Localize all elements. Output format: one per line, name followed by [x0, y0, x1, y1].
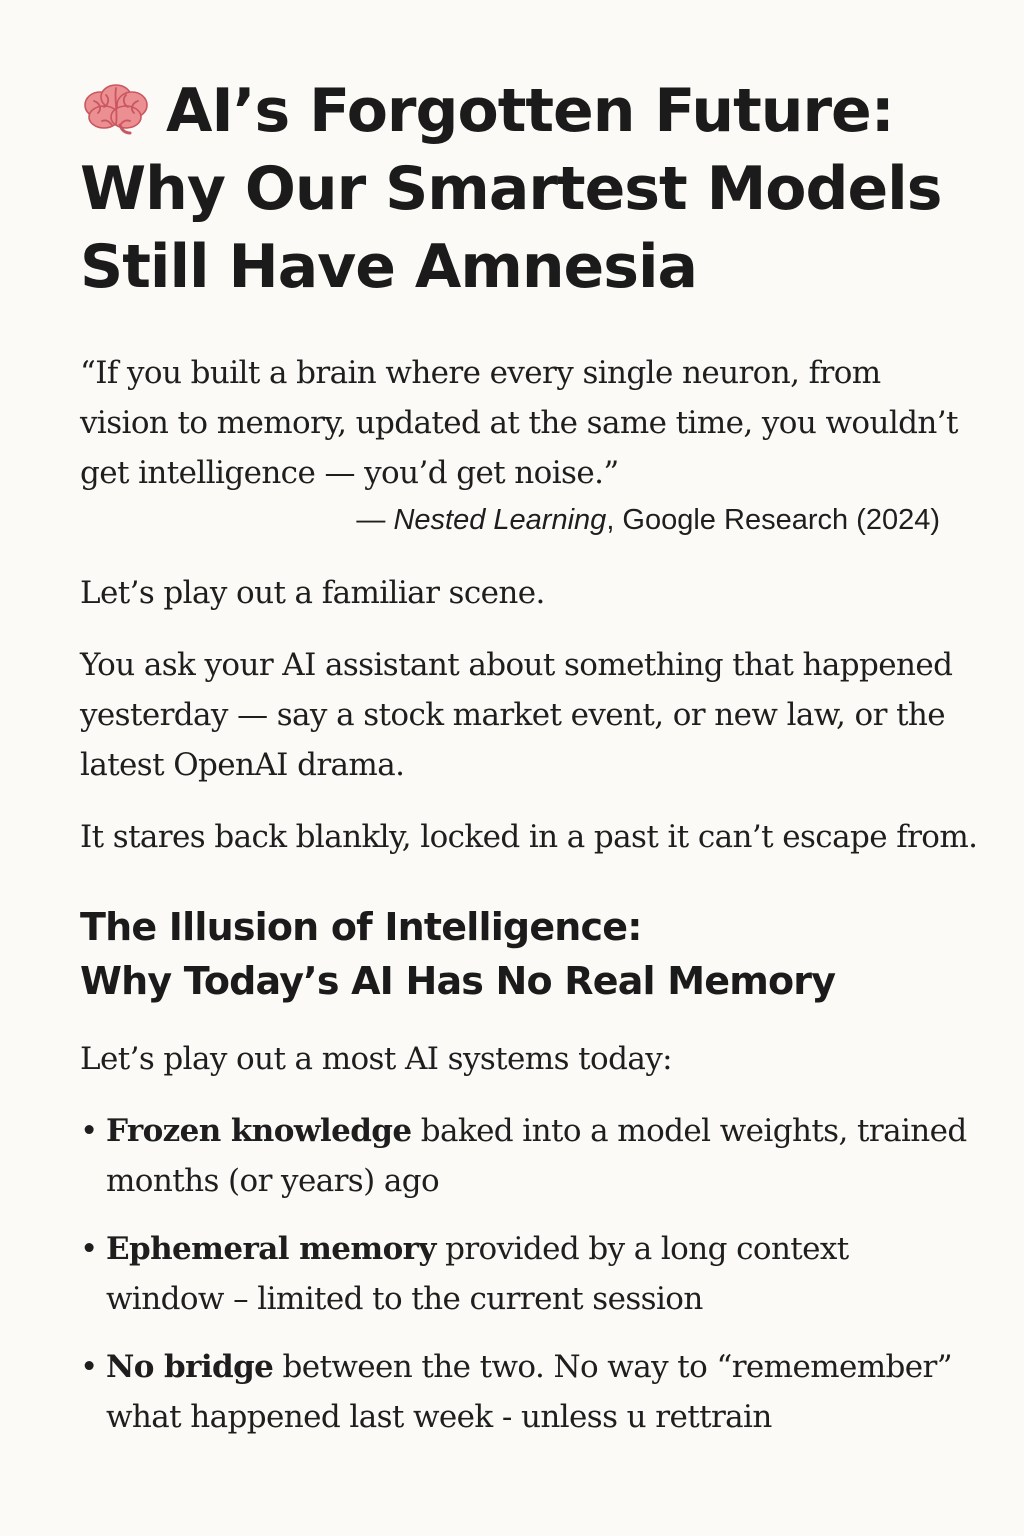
bullet-bold: No bridge: [106, 1349, 274, 1385]
title-line-3: Still Have Amnesia: [80, 232, 698, 302]
title-line-1: [80, 72, 980, 150]
bullet-dot: •: [80, 1113, 98, 1149]
bullet-list: [80, 1106, 980, 1442]
bullet-line-1: [106, 1106, 980, 1156]
bullet-line-2: window – limited to the current session: [106, 1281, 703, 1317]
bullet-line-1: [106, 1224, 980, 1274]
attribution-work: Nested Learning: [393, 504, 607, 536]
bullet-item: [80, 1224, 980, 1324]
quote-attribution: [80, 498, 980, 542]
bullet-line-1: [106, 1342, 980, 1392]
bullet-line-2: months (or years) ago: [106, 1163, 440, 1199]
title-text-1: AI’s Forgotten Future:: [166, 76, 894, 146]
quote-line-3: get intelligence — you’d get noise.”: [80, 455, 619, 491]
bullet-rest: provided by a long context: [435, 1231, 849, 1267]
paragraph-stares: [80, 812, 980, 862]
bullet-bold: Frozen knowledge: [106, 1113, 412, 1149]
paragraph-stares-line-1: It stares back blankly, locked in a past it can’t escape from.: [80, 819, 978, 855]
bullet-rest: between the two. No way to “rememember”: [273, 1349, 953, 1385]
quote-line-2: vision to memory, updated at the same time, you wouldn’t: [80, 405, 958, 441]
paragraph-scene: [80, 640, 980, 790]
section-heading: [80, 900, 980, 1008]
title-line-2: Why Our Smartest Models: [80, 154, 942, 224]
paragraph-intro-line-1: Let’s play out a familiar scene.: [80, 575, 545, 611]
paragraph-scene-line-3: latest OpenAI drama.: [80, 747, 405, 783]
attribution-source: , Google Research (2024): [606, 504, 940, 536]
section-heading-line-1: The Illusion of Intelligence:: [80, 905, 642, 949]
section-intro: [80, 1034, 980, 1084]
bullet-rest: baked into a model weights, trained: [411, 1113, 967, 1149]
epigraph-quote: [80, 348, 980, 498]
bullet-dot: •: [80, 1349, 98, 1385]
section-intro-line: Let’s play out a most AI systems today:: [80, 1041, 672, 1077]
paragraph-scene-line-1: You ask your AI assistant about something that happened: [80, 647, 953, 683]
attribution-dash: —: [356, 504, 394, 536]
article-title: [80, 72, 980, 306]
bullet-item: [80, 1342, 980, 1442]
paragraph-intro: [80, 568, 980, 618]
paragraph-scene-line-2: yesterday — say a stock market event, or new law, or the: [80, 697, 946, 733]
bullet-dot: •: [80, 1231, 98, 1267]
article: [80, 72, 980, 1460]
quote-line-1: “If you built a brain where every single neuron, from: [80, 355, 881, 391]
section-heading-line-2: Why Today’s AI Has No Real Memory: [80, 959, 836, 1003]
bullet-item: [80, 1106, 980, 1206]
brain-icon: [80, 81, 152, 137]
bullet-line-2: what happened last week - unless u rettrain: [106, 1399, 772, 1435]
bullet-bold: Ephemeral memory: [106, 1231, 436, 1267]
